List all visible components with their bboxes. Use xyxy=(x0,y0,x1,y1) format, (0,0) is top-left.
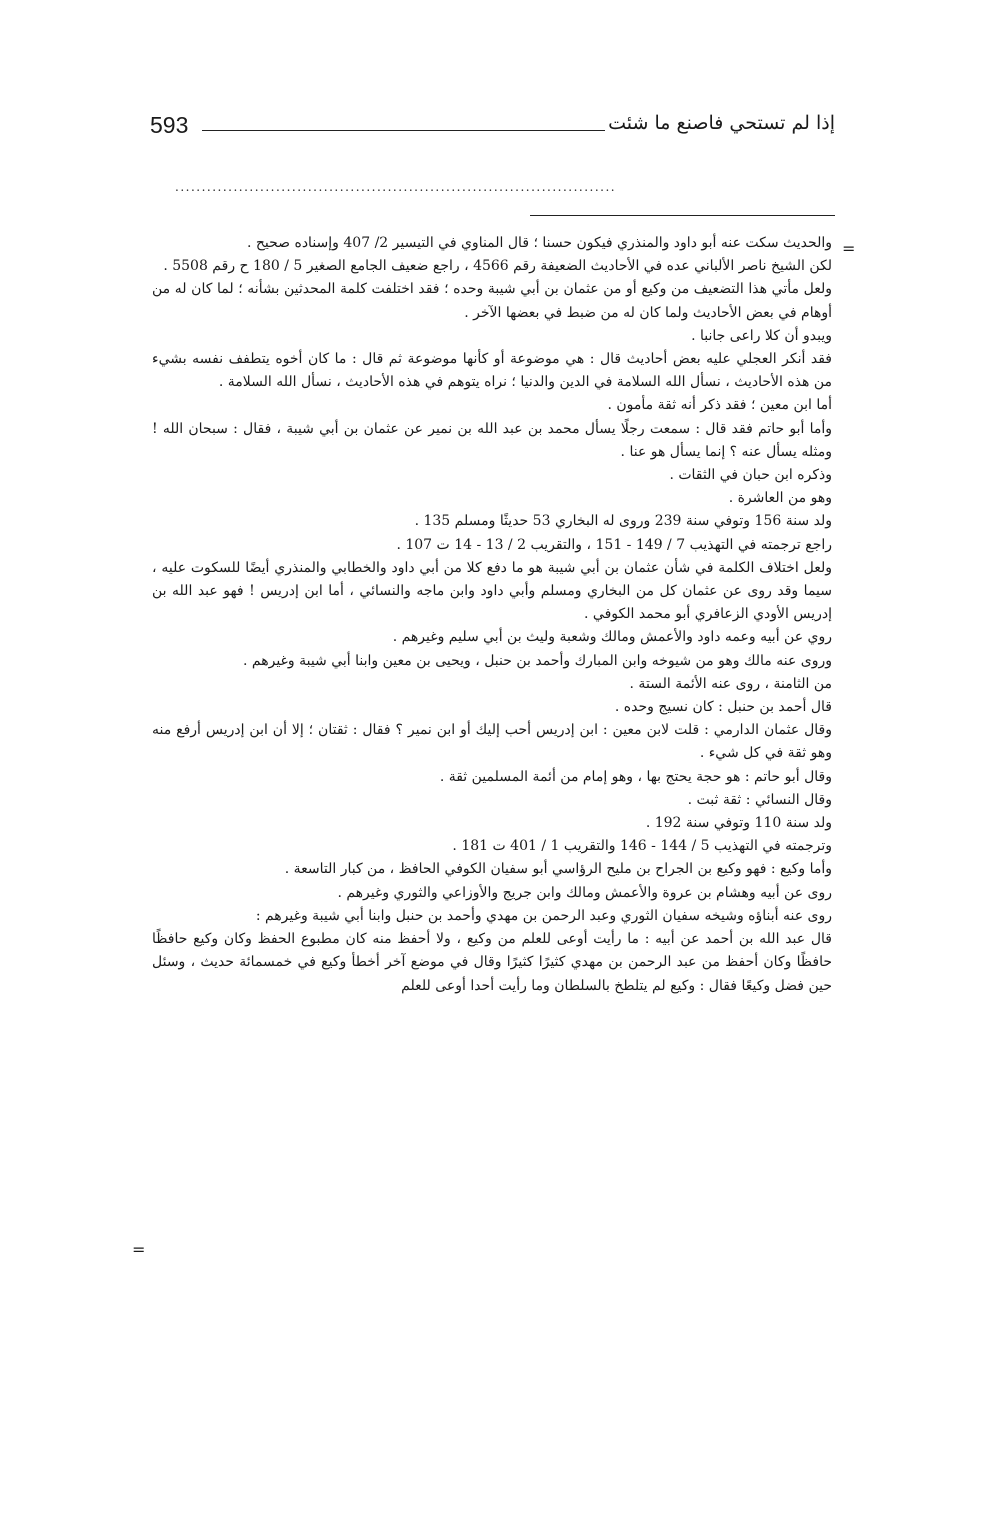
running-title: إذا لم تستحي فاصنع ما شئت xyxy=(608,112,835,134)
paragraph: وأما وكيع : فهو وكيع بن الجراح بن مليح الرؤاسي أبو سفيان الكوفي الحافظ ، من كبار التاسعة . xyxy=(284,861,832,878)
paragraph: قال أحمد بن حنبل : كان نسيج وحده . xyxy=(614,699,832,716)
paragraph: ولد سنة 156 وتوفي سنة 239 وروى له البخاري 53 حديثًا ومسلم 135 . xyxy=(414,513,832,530)
continuation-marker-end: = xyxy=(132,1240,146,1259)
paragraph: لكن الشيخ ناصر الألباني عده في الأحاديث الضعيفة رقم 4566 ، راجع ضعيف الجامع الصغير 5 / 180 ح رقم 5508 . xyxy=(163,258,832,275)
paragraph: وترجمته في التهذيب 5 / 144 - 146 والتقريب 1 / 401 ت 181 . xyxy=(452,838,832,855)
paragraph: وهو من العاشرة . xyxy=(728,490,832,507)
footnote-rule xyxy=(530,215,835,216)
paragraph: فقد أنكر العجلي عليه بعض أحاديث قال : هي موضوعة أو كأنها موضوعة ثم قال : ما كان أخوه يتطفف نفسه بشيء من هذه الأحاديث ، نسأل الله السلامة في الدين والدنيا ؛ نراه يتوهم في هذه الأحاديث ، نسأل الله السلامة . xyxy=(152,351,832,391)
paragraph: ولعل مأتي هذا التضعيف من وكيع أو من عثمان بن أبي شيبة وحده ؛ فقد اختلفت كلمة المحدثين بشأنه ؛ لما كان له من أوهام في بعض الأحاديث ولما كان له من ضبط في بعضها الآخر . xyxy=(152,281,832,321)
paragraph: وقال عثمان الدارمي : قلت لابن معين : ابن إدريس أحب إليك أو ابن نمير ؟ فقال : ثقتان ؛ إلا أن ابن إدريس أرفع منه وهو ثقة في كل شيء . xyxy=(152,722,832,762)
paragraph: من الثامنة ، روى عنه الأئمة الستة . xyxy=(629,675,832,692)
paragraph: وذكره ابن حبان في الثقات . xyxy=(669,467,832,484)
paragraph: أما ابن معين ؛ فقد ذكر أنه ثقة مأمون . xyxy=(607,397,832,414)
continuation-marker-start: = xyxy=(842,239,856,258)
footnote-body xyxy=(152,232,832,998)
paragraph: راجع ترجمته في التهذيب 7 / 149 - 151 ، والتقريب 2 / 13 - 14 ت 107 . xyxy=(396,536,832,553)
paragraph: وقال النسائي : ثقة ثبت . xyxy=(687,791,832,808)
paragraph: قال عبد الله بن أحمد عن أبيه : ما رأيت أوعى للعلم من وكيع ، ولا أحفظ منه كان مطبوع الحفظ وكان وكيع حافظًا حافظًا وكان أحفظ من عبد الرحمن بن مهدي كثيرًا كثيرًا وقال في موضع آخر أخطأ وكيع في خمسمائة حديث ، وسئل حين فضل وكيعًا فقال : وكيع لم يتلطخ بالسلطان وما رأيت أحدا أوعى للعلم xyxy=(152,931,832,994)
page-header xyxy=(150,112,835,144)
paragraph: وأما أبو حاتم فقد قال : سمعت رجلًا يسأل محمد بن عبد الله بن نمير عن عثمان بن أبي شيبة ، فقال : سبحان الله ! ومثله يسأل عنه ؟ إنما يسأل هو عنا . xyxy=(152,420,832,460)
paragraph: والحديث سكت عنه أبو داود والمنذري فيكون حسنا ؛ قال المناوي في التيسير 2/ 407 وإسناده صحيح . xyxy=(246,235,832,251)
paragraph: وقال أبو حاتم : هو حجة يحتج بها ، وهو إمام من أئمة المسلمين ثقة . xyxy=(439,768,832,785)
paragraph: وروى عنه مالك وهو من شيوخه وابن المبارك وأحمد بن حنبل ، ويحيى بن معين وابنا أبي شيبة وغيرهم . xyxy=(243,652,832,669)
paragraph: روي عن أبيه وعمه داود والأعمش ومالك وشعبة وليث بن أبي سليم وغيرهم . xyxy=(392,629,832,646)
dotted-separator: ................................................................................... xyxy=(175,180,617,194)
paragraph: ولعل اختلاف الكلمة في شأن عثمان بن أبي شيبة هو ما دفع كلا من أبي داود والخطابي والمنذري أيضًا للسكوت عليه ، سيما وقد روى عن عثمان كل من البخاري ومسلم وأبي داود وابن ماجه والنسائي ، أما ابن إدريس ! فهو عبد الله بن إدريس الأودي الزعافري أبو محمد الكوفي . xyxy=(152,559,832,623)
paragraph: ويبدو أن كلا راعى جانبا . xyxy=(691,327,832,344)
paragraph: روى عن أبيه وهشام بن عروة والأعمش ومالك وابن جريج والأوزاعي والثوري وغيرهم . xyxy=(337,884,832,901)
header-rule xyxy=(202,130,605,131)
paragraph: ولد سنة 110 وتوفي سنة 192 . xyxy=(645,815,832,832)
page-number: 593 xyxy=(150,112,189,138)
paragraph: روى عنه أبناؤه وشيخه سفيان الثوري وعبد الرحمن بن مهدي وأحمد بن حنبل وابنا أبي شيبة وغيرهم : xyxy=(255,907,832,924)
